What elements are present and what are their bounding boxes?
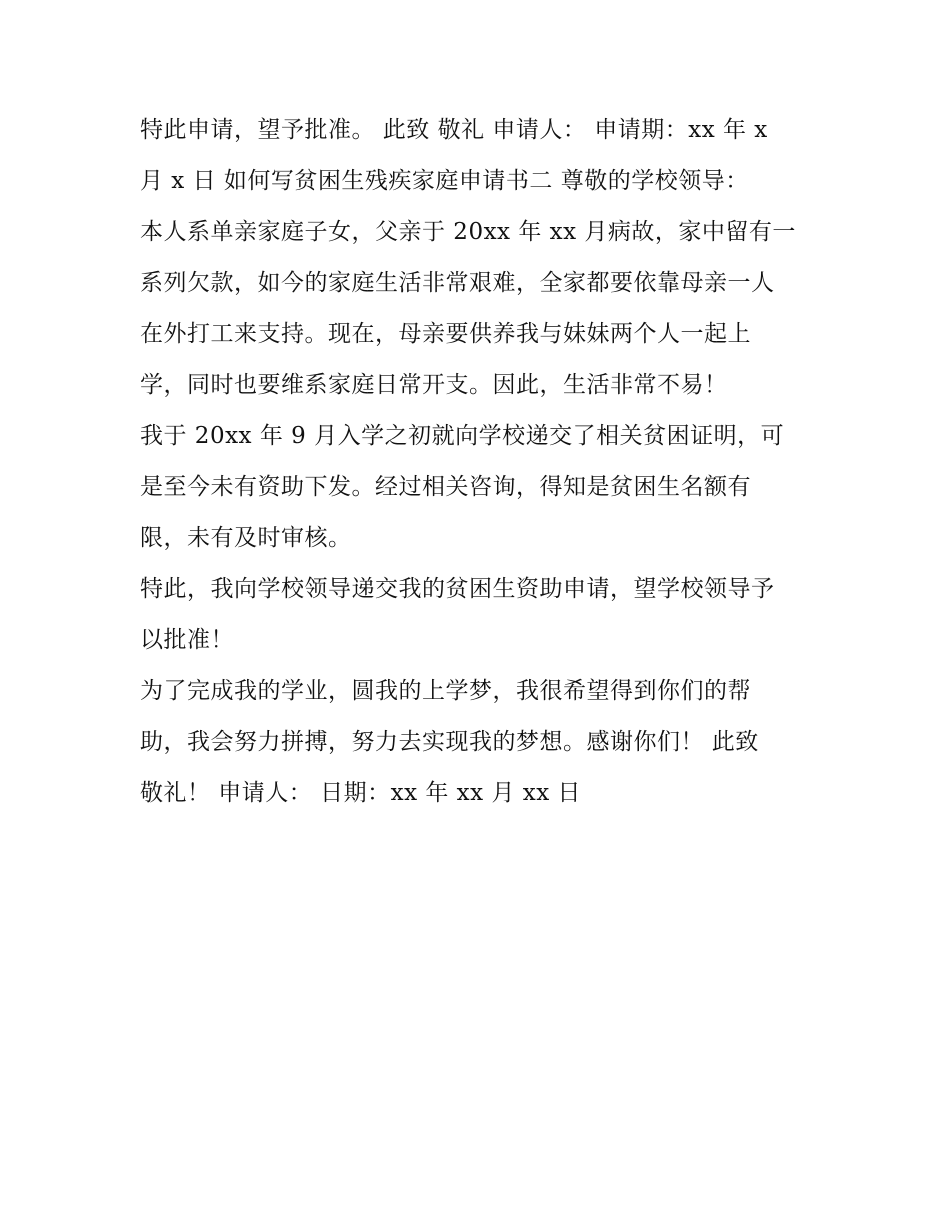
text-line: 特此，我向学校领导递交我的贫困生资助申请，望学校领导予 [140,576,775,602]
text-line: 限，未有及时审核。 [140,525,352,551]
text-line: 助，我会努力拼搏，努力去实现我的梦想。感谢你们！ 此致 [140,729,759,755]
document-body [140,105,820,819]
text-line: 为了完成我的学业，圆我的上学梦，我很希望得到你们的帮 [140,678,751,704]
text-line: 月 x 日 如何写贫困生残疾家庭申请书二 尊敬的学校领导： [140,168,749,194]
text-line: 在外打工来支持。现在，母亲要供养我与妹妹两个人一起上 [140,321,751,347]
text-line: 学，同时也要维系家庭日常开支。因此，生活非常不易！ [140,372,728,398]
text-line: 特此申请，望予批准。 此致 敬礼 申请人： 申请期：xx 年 x [140,117,768,143]
text-line: 是至今未有资助下发。经过相关咨询，得知是贫困生名额有 [140,474,751,500]
text-line: 以批准！ [140,627,234,653]
text-line: 本人系单亲家庭子女，父亲于 20xx 年 xx 月病故，家中留有一 [140,219,796,245]
text-line: 系列欠款，如今的家庭生活非常艰难，全家都要依靠母亲一人 [140,270,775,296]
text-line: 敬礼！ 申请人： 日期：xx 年 xx 月 xx 日 [140,780,582,806]
text-line: 我于 20xx 年 9 月入学之初就向学校递交了相关贫困证明，可 [140,423,785,449]
